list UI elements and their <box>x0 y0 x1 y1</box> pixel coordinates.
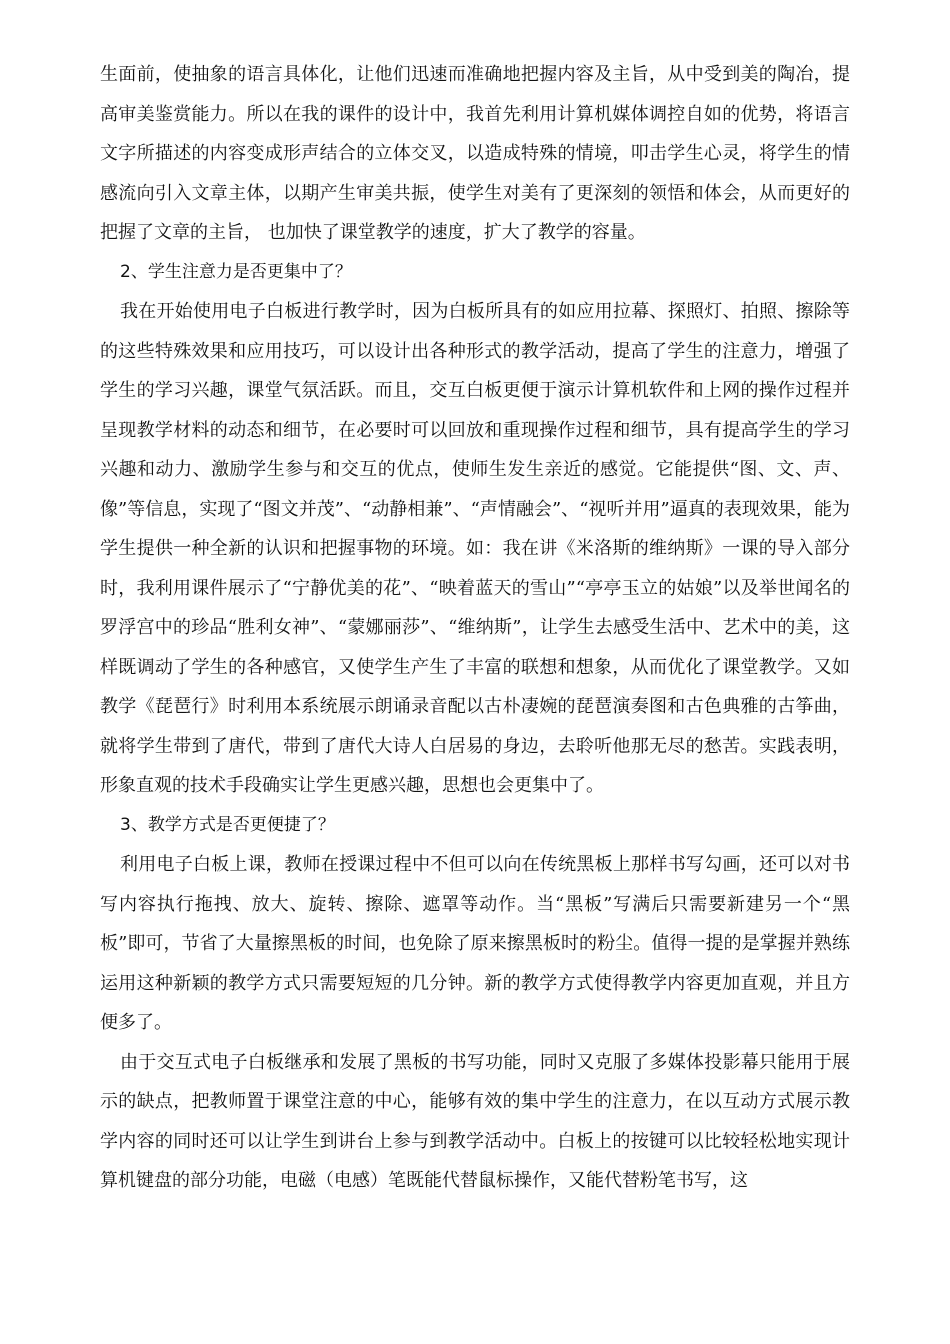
paragraph-teaching-method: 利用电子白板上课，教师在授课过程中不但可以向在传统黑板上那样书写勾画，还可以对书写内容执行拖拽、放大、旋转、擦除、遮罩等动作。当“黑板”写满后只需要新建另一个“黑板”即可，节省了大量擦黑板的时间，也免除了原来擦黑板时的粉尘。值得一提的是掌握并熟练运用这种新颖的教学方式只需要短短的几分钟。新的教学方式使得教学内容更加直观，并且方便多了。 <box>100 854 850 1033</box>
section-heading-2: 2、学生注意力是否更集中了？ <box>120 261 352 282</box>
paragraph-whiteboard: 由于交互式电子白板继承和发展了黑板的书写功能，同时又克服了多媒体投影幕只能用于展示的缺点，把教师置于课堂注意的中心，能够有效的集中学生的注意力，在以互动方式展示教学内容的同时还可以让学生到讲台上参与到教学活动中。白板上的按键可以比较轻松地实现计算机键盘的部分功能，电磁（电感）笔既能代替鼠标操作，又能代替粉笔书写，这 <box>100 1051 850 1191</box>
paragraph-continuation: 生面前，使抽象的语言具体化，让他们迅速而准确地把握内容及主旨，从中受到美的陶冶，提高审美鉴赏能力。所以在我的课件的设计中，我首先利用计算机媒体调控自如的优势，将语言文字所描述的内容变成形声结合的立体交叉，以造成特殊的情境，叩击学生心灵，将学生的情感流向引入文章主体，以期产生审美共振，使学生对美有了更深刻的领悟和体会，从而更好的把握了文章的主旨， 也加快了课堂教学的速度，扩大了教学的容量。 <box>100 64 850 243</box>
section-heading-3: 3、教学方式是否更便捷了？ <box>120 814 335 835</box>
paragraph-attention: 我在开始使用电子白板进行教学时，因为白板所具有的如应用拉幕、探照灯、拍照、擦除等的这些特殊效果和应用技巧，可以设计出各种形式的教学活动，提高了学生的注意力，增强了学生的学习兴趣，课堂气氛活跃。而且，交互白板更便于演示计算机软件和上网的操作过程并呈现教学材料的动态和细节，在必要时可以回放和重现操作过程和细节，具有提高学生的学习兴趣和动力、激励学生参与和交互的优点，使师生发生亲近的感觉。它能提供“图、文、声、像”等信息，实现了“图文并茂”、“动静相兼”、“声情融会”、“视听并用”逼真的表现效果，能为学生提供一种全新的认识和把握事物的环境。如：我在讲《米洛斯的维纳斯》一课的导入部分时，我利用课件展示了“宁静优美的花”、“映着蓝天的雪山”“亭亭玉立的姑娘”以及举世闻名的罗浮宫中的珍品“胜利女神”、“蒙娜丽莎”、“维纳斯”，让学生去感受生活中、艺术中的美，这样既调动了学生的各种感官，又使学生产生了丰富的联想和想象，从而优化了课堂教学。又如教学《琵琶行》时利用本系统展示朗诵录音配以古朴凄婉的琵琶演奏图和古色典雅的古筝曲，就将学生带到了唐代，带到了唐代大诗人白居易的身边，去聆听他那无尽的愁苦。实践表明，形象直观的技术手段确实让学生更感兴趣，思想也会更集中了。 <box>100 301 850 796</box>
document-body <box>100 55 850 1201</box>
